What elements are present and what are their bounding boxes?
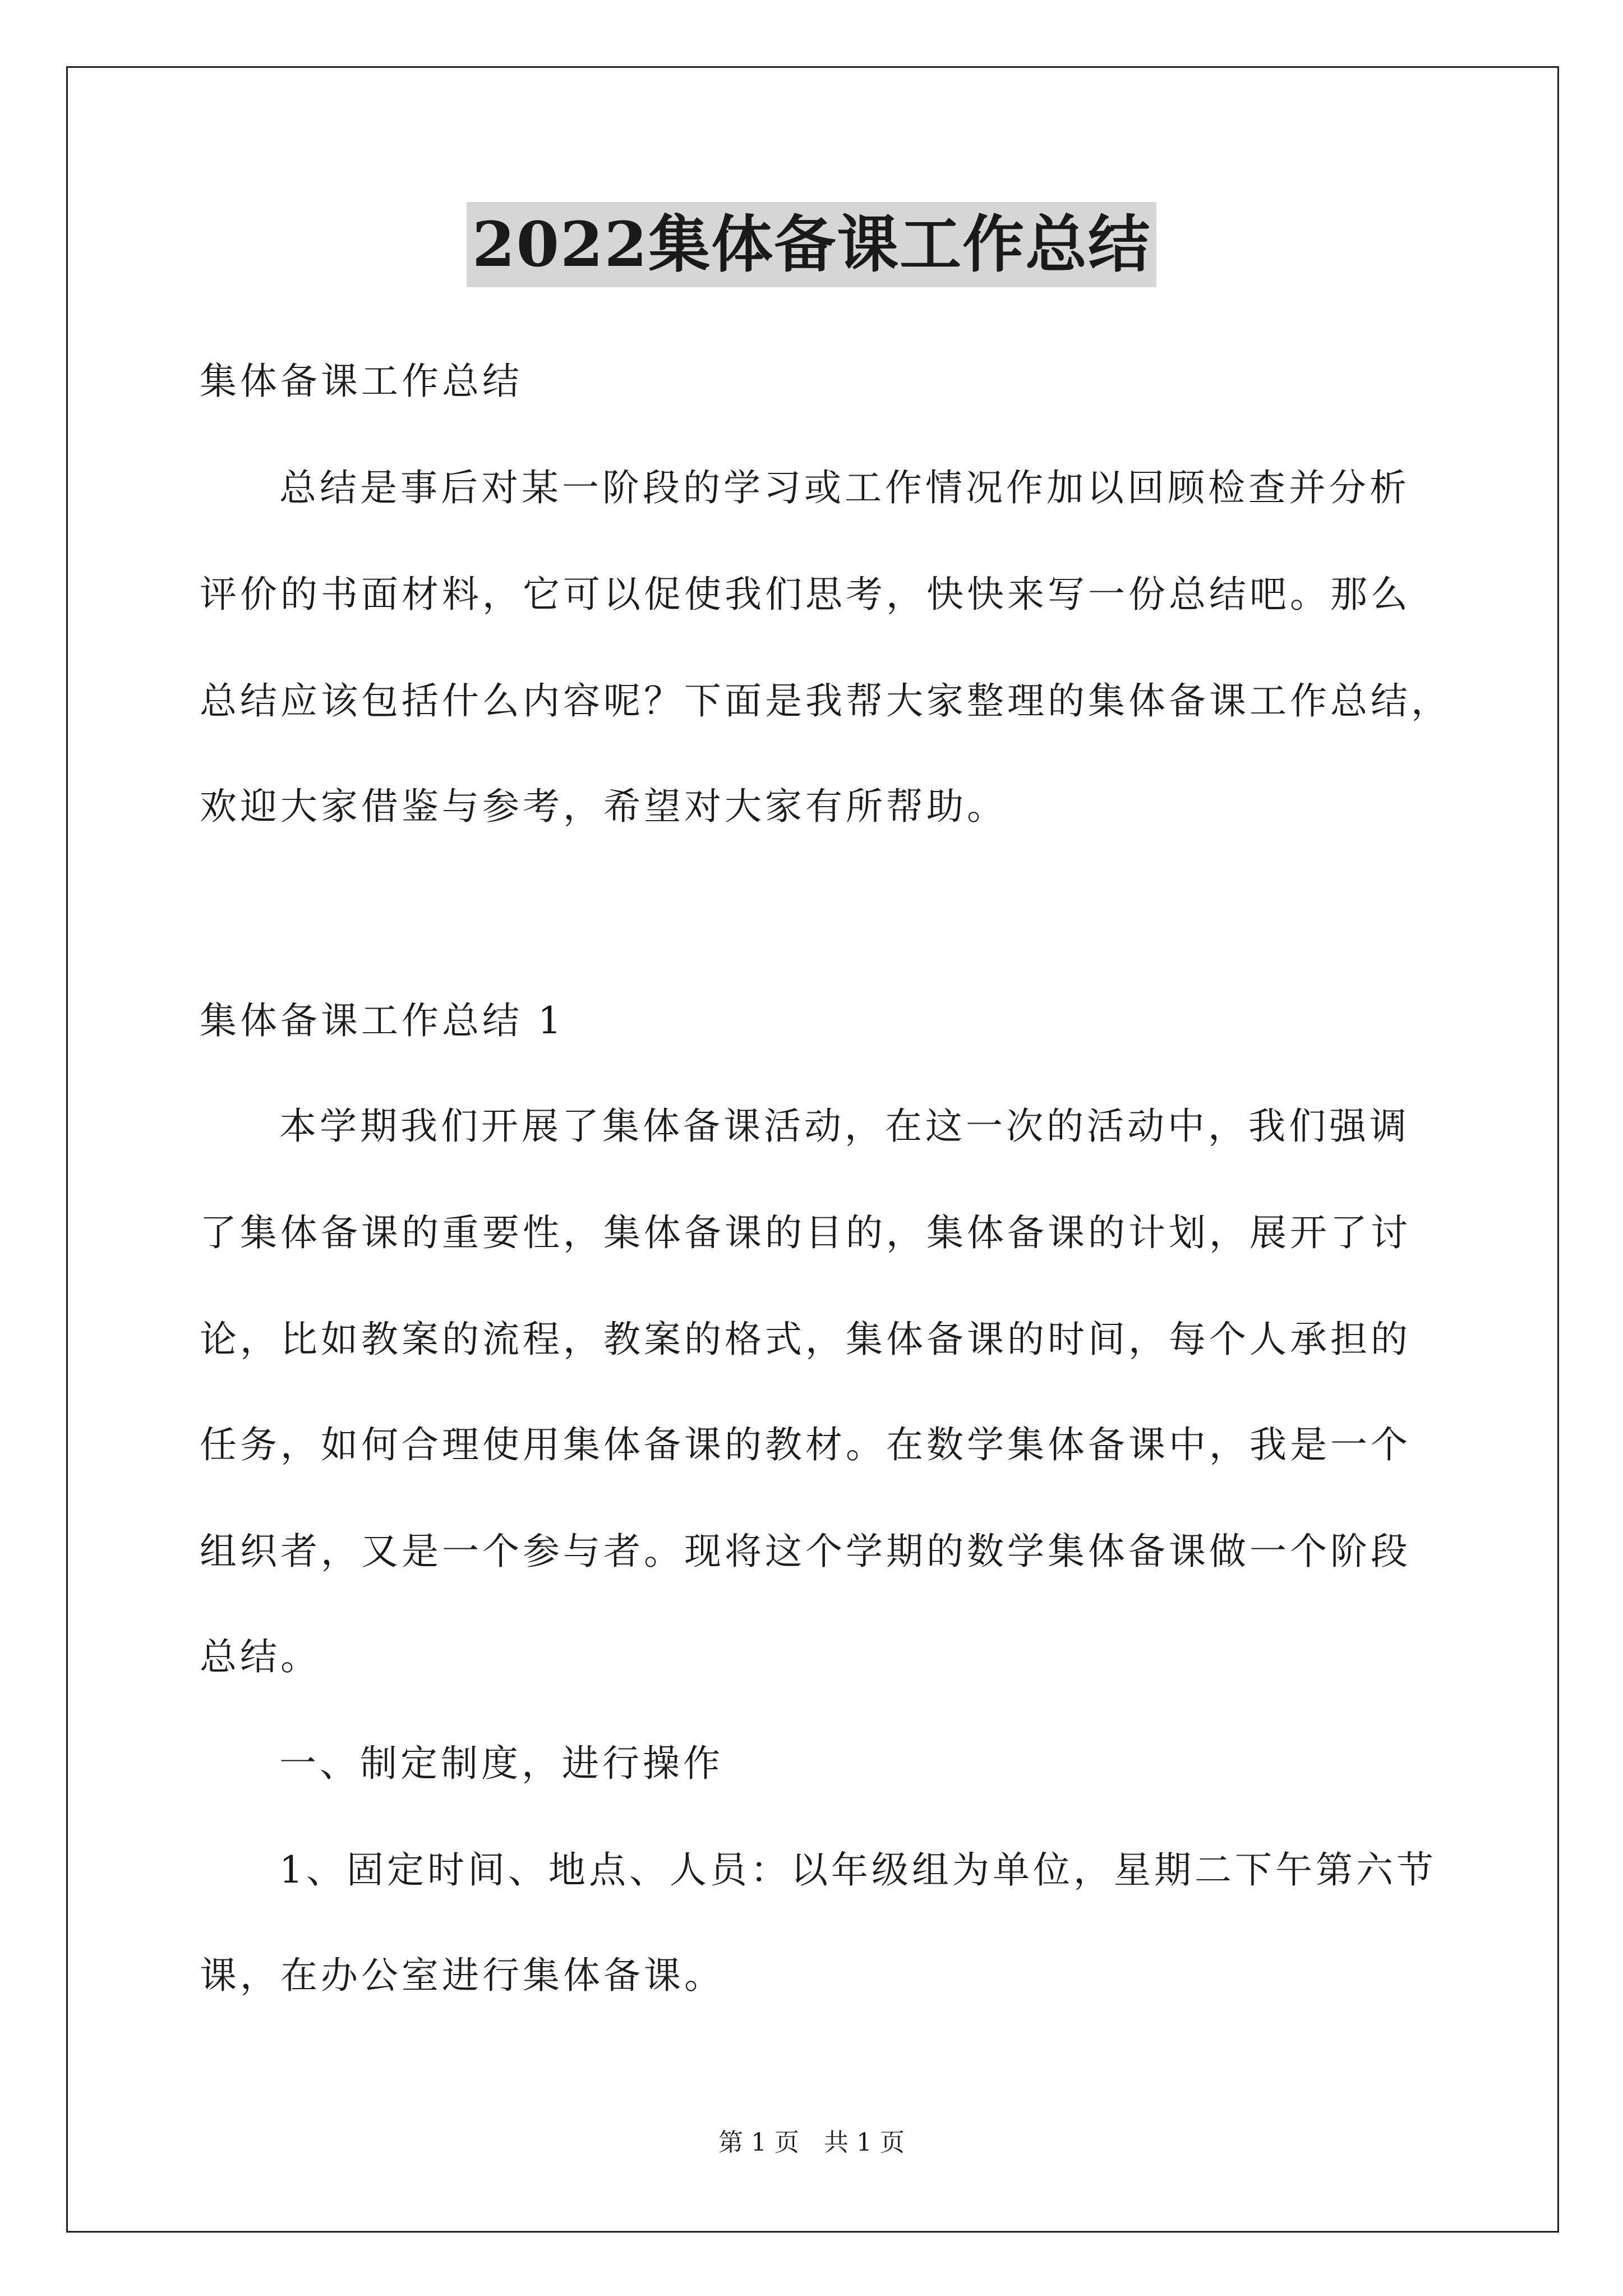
body-line-3: 论，比如教案的流程，教案的格式，集体备课的时间，每个人承担的 <box>200 1318 1411 1361</box>
intro-line-3: 总结应该包括什么内容呢？下面是我帮大家整理的集体备课工作总结， <box>200 679 1451 723</box>
body-line-2: 了集体备课的重要性，集体备课的目的，集体备课的计划，展开了讨 <box>200 1211 1411 1254</box>
document-title: 2022集体备课工作总结 <box>467 202 1156 287</box>
document-title-wrap <box>0 202 1623 287</box>
item-line-1: 1、固定时间、地点、人员：以年级组为单位，星期二下午第六节 <box>279 1848 1437 1892</box>
item-heading: 一、制定制度，进行操作 <box>279 1742 723 1785</box>
document-subtitle: 集体备课工作总结 <box>200 360 523 403</box>
body-line-5: 组织者，又是一个参与者。现将这个学期的数学集体备课做一个阶段 <box>200 1530 1411 1573</box>
intro-line-2: 评价的书面材料，它可以促使我们思考，快快来写一份总结吧。那么 <box>200 573 1411 616</box>
item-line-2: 课，在办公室进行集体备课。 <box>200 1954 725 1997</box>
section-heading: 集体备课工作总结 1 <box>200 999 565 1042</box>
page-footer: 第 1 页 共 1 页 <box>718 2128 905 2157</box>
body-line-6: 总结。 <box>200 1635 321 1678</box>
body-line-4: 任务，如何合理使用集体备课的教材。在数学集体备课中，我是一个 <box>200 1423 1411 1466</box>
intro-line-1: 总结是事后对某一阶段的学习或工作情况作加以回顾检查并分析 <box>279 466 1410 509</box>
intro-line-4: 欢迎大家借鉴与参考，希望对大家有所帮助。 <box>200 785 1007 828</box>
body-line-1: 本学期我们开展了集体备课活动，在这一次的活动中，我们强调 <box>279 1105 1410 1148</box>
